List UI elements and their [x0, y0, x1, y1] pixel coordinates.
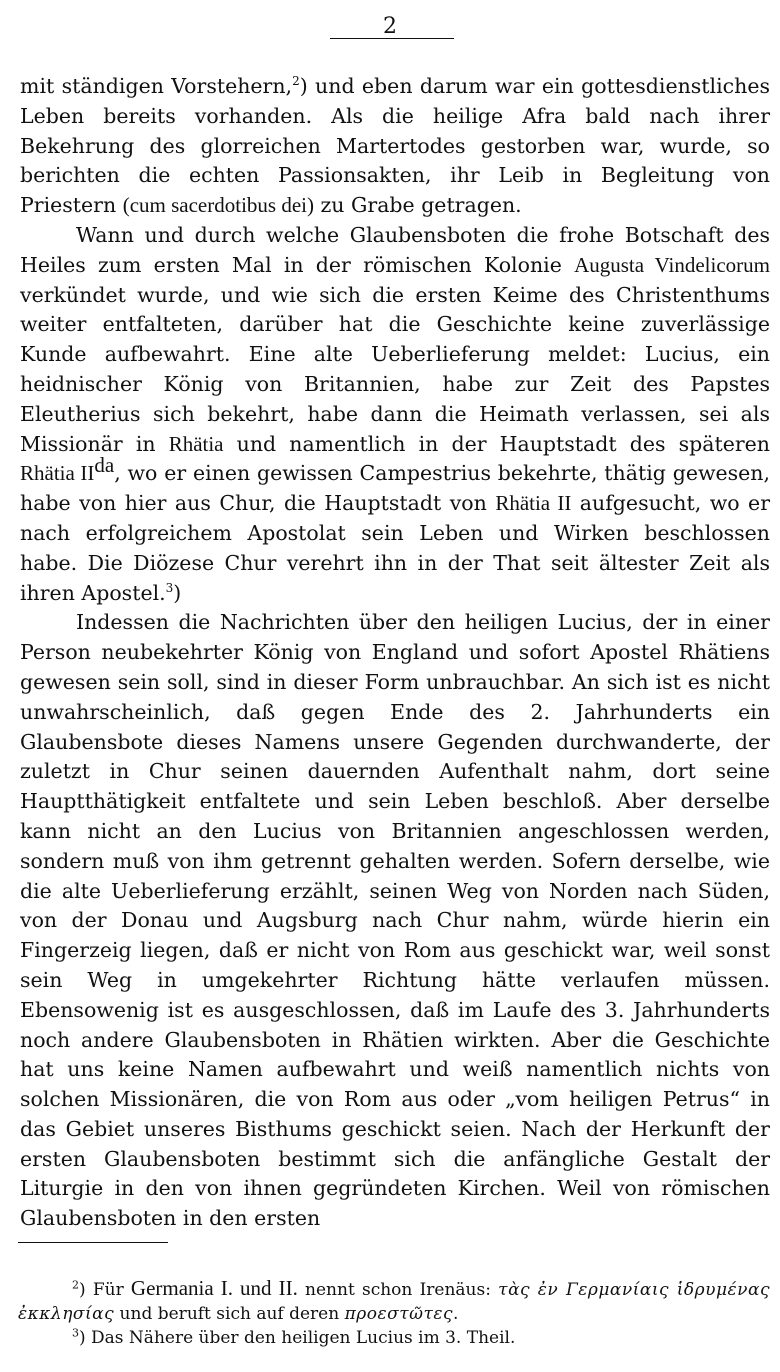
paragraph-2	[20, 221, 770, 608]
p2-latin-3: Rhätia II	[20, 461, 95, 486]
p2-text-5: aufgesucht, wo er nach erfolgreichem Apostolat sein Leben und Wirken beschlossen habe. Die Diözese Chur verehrt ihn in der That seit ältester Zeit als ihren Apostel.	[20, 491, 770, 605]
footnote-2-greek-1: τὰς ἐν Γερμανίαις ἱδρυμένας ἐκκλησίας	[18, 1280, 770, 1324]
footnote-rule	[18, 1242, 168, 1243]
footnote-2-text-3: und beruft sich auf deren	[114, 1304, 345, 1324]
footnotes	[18, 1276, 770, 1350]
footnote-3	[18, 1326, 770, 1350]
p1-latin-phrase: (cum sacerdotibus dei)	[122, 193, 314, 218]
p2-text-3: und namentlich in der Hauptstadt des späteren	[223, 431, 770, 456]
footnote-2-marker: 2	[72, 1278, 79, 1292]
footnote-2-latin: Germania I. und II.	[130, 1276, 298, 1300]
header-rule	[330, 38, 454, 39]
p1-text-3: zu Grabe getragen.	[313, 193, 522, 218]
p2-text-6: )	[173, 580, 182, 605]
p1-text-1: mit ständigen Vorstehern,	[20, 74, 293, 98]
p2-text-2: verkündet wurde, und wie sich die ersten Keime des Christenthums weiter entfalteten, darüber hat die Geschichte keine zuverlässige Kunde aufbewahrt. Eine alte Ueberlieferung meldet: Lucius, ein heidnischer König von Britannien, habe zur Zeit des Papstes Eleutherius sich bekehrt, habe dann die Heimath verlassen, sei als Missionär in	[20, 282, 770, 456]
footnote-ref-2: 2	[292, 74, 300, 89]
footnote-2-text-4: .	[453, 1304, 459, 1324]
body-text	[20, 72, 770, 1234]
p2-sup-da: da	[94, 453, 115, 478]
p2-text-1: Wann und durch welche Glaubensboten die frohe Botschaft des Heiles zum ersten Mal in der römischen Kolonie	[20, 222, 770, 277]
paragraph-3: Indessen die Nachrichten über den heiligen Lucius, der in einer Person neubekehrter König von England und sofort Apostel Rhätiens gewesen sein soll, sind in dieser Form unbrauchbar. An sich ist es nicht unwahrscheinlich, daß gegen Ende des 2. Jahrhunderts ein Glaubensbote dieses Namens unsere Gegenden durchwanderte, der zuletzt in Chur seinen dauernden Aufenthalt nahm, dort seine Hauptthätigkeit entfaltete und sein Leben beschloß. Aber derselbe kann nicht an den Lucius von Britannien angeschlossen werden, sondern muß von ihm getrennt gehalten werden. Sofern derselbe, wie die alte Ueberlieferung erzählt, seinen Weg von Norden nach Süden, von der Donau und Augsburg nach Chur nahm, würde hierin ein Fingerzeig liegen, daß er nicht von Rom aus geschickt war, weil sonst sein Weg in umgekehrter Richtung hätte verlaufen müssen. Ebensowenig ist es ausgeschlossen, daß im Laufe des 3. Jahrhunderts noch andere Glaubensboten in Rhätien wirkten. Aber die Geschichte hat uns keine Namen aufbewahrt und weiß namentlich nichts von solchen Missionären, die von Rom aus oder „vom heiligen Petrus“ in das Gebiet unseres Bisthums geschickt seien. Nach der Herkunft der ersten Glaubensboten bestimmt sich die anfängliche Gestalt der Liturgie in den von ihnen gegründeten Kirchen. Weil von römischen Glaubensboten in den ersten	[20, 610, 770, 1231]
p1-text-2: ) und eben darum war ein gottesdienstliches Leben bereits vorhanden. Als die heilige Afra bald nach ihrer Bekehrung des glorreichen Martertodes gestorben war, wurde, so berichten die echten Passionsakten, ihr Leib in Begleitung von Priestern	[20, 74, 770, 218]
footnote-2	[18, 1276, 770, 1326]
footnote-2-greek-2: προεστῶτες	[344, 1304, 454, 1324]
footnote-2-text-1: ) Für	[79, 1280, 131, 1300]
p2-latin-4: Rhätia II	[495, 491, 572, 516]
footnote-2-text-2: nennt schon Irenäus:	[297, 1280, 499, 1300]
p2-latin-2: Rhätia	[168, 431, 224, 456]
footnote-3-text: ) Das Nähere über den heiligen Lucius im 3. Theil.	[79, 1328, 516, 1348]
page-number: 2	[383, 14, 397, 39]
p2-latin-1: Augusta Vindelicorum	[574, 252, 770, 277]
paragraph-1	[20, 72, 770, 221]
p2-text-4: , wo er einen gewissen Campestrius bekehrte, thätig gewesen, habe von hier aus Chur, die Hauptstadt von	[20, 461, 770, 516]
footnote-3-marker: 3	[72, 1326, 79, 1340]
footnote-ref-3: 3	[165, 580, 174, 595]
